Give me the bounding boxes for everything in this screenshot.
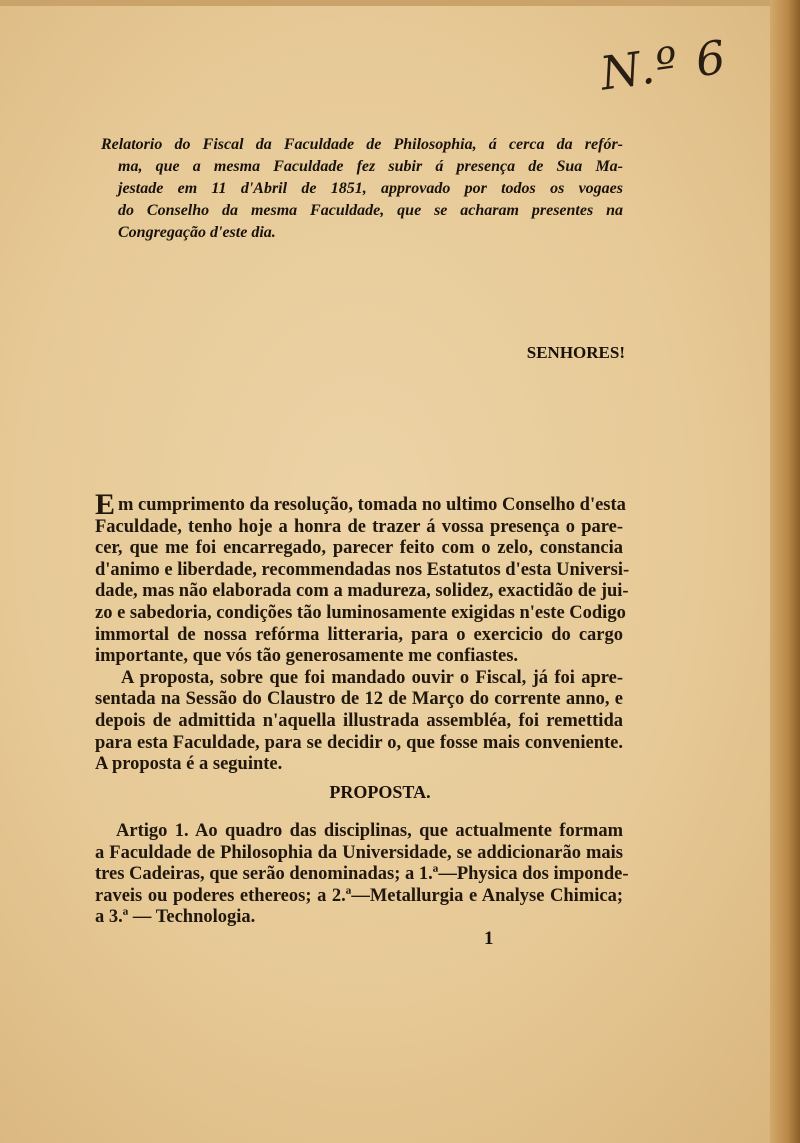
text-line: Artigo 1. Ao quadro das disciplinas, que actualmente formam [116, 821, 623, 841]
heading-line: jestade em 11 d'Abril de 1851, approvado por todos os vogaes [118, 180, 623, 197]
text-line: dade, mas não elaborada com a madureza, solidez, exactidão de jui- [95, 581, 629, 602]
text-line: immortal de nossa refórma litteraria, para o exercicio do cargo [95, 624, 623, 645]
text-line: zo e sabedoria, condições tão luminosamente exigidas n'este Codigo [95, 603, 626, 623]
text-line: a Faculdade de Philosophia da Universidade, se addicionarão mais [95, 842, 623, 863]
text-line: tres Cadeiras, que serão denominadas; a 1.ª—Physica dos imponde- [95, 864, 629, 884]
text-line: Faculdade, tenho hoje a honra de trazer á vossa presença o pare- [95, 516, 623, 537]
text-line: sentada na Sessão do Claustro de 12 de Março do corrente anno, e [95, 689, 623, 710]
text-line: d'animo e liberdade, recommendadas nos Estatutos d'esta Universi- [95, 559, 630, 580]
heading-line: Relatorio do Fiscal da Faculdade de Philosophia, á cerca da refór- [101, 136, 623, 153]
heading-line: Congregação d'este dia. [118, 224, 276, 241]
text-line: para esta Faculdade, para se decidir o, que fosse mais conveniente. [95, 732, 623, 753]
drop-initial: E [95, 488, 116, 521]
text-line: m cumprimento da resolução, tomada no ultimo Conselho d'esta [118, 495, 626, 515]
section-title: PROPOSTA. [329, 782, 431, 802]
heading-line: do Conselho da mesma Faculdade, que se acharam presentes na [118, 202, 623, 219]
text-line: importante, que vós tão generosamente me confiastes. [95, 646, 519, 667]
text-line: depois de admittida n'aquella illustrada assembléa, foi remettida [95, 711, 623, 731]
text-line: A proposta, sobre que foi mandado ouvir o Fiscal, já foi apre- [121, 667, 623, 688]
page-number: 1 [484, 928, 494, 949]
text-line: cer, que me foi encarregado, parecer feito com o zelo, constancia [95, 538, 623, 559]
salutation: SENHORES! [526, 343, 625, 362]
page-top-edge [0, 0, 800, 6]
heading-line: ma, que a mesma Faculdade fez subir á presença de Sua Ma- [118, 158, 623, 175]
text-line: a 3.ª — Technologia. [95, 907, 256, 927]
text-line: A proposta é a seguinte. [95, 754, 283, 775]
page-right-edge [770, 0, 800, 1143]
handwritten-number: N.º 6 [596, 29, 731, 101]
text-line: raveis ou poderes ethereos; a 2.ª—Metallurgia e Analyse Chimica; [95, 885, 623, 906]
